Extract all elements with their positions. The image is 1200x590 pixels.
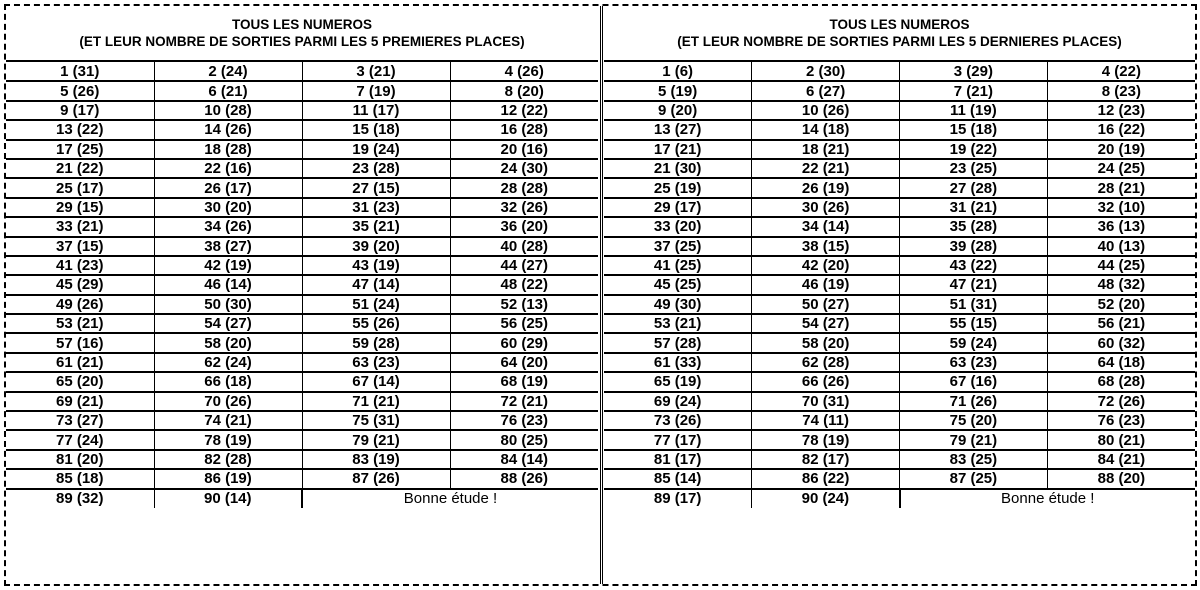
number-cell: 63 (23) <box>302 353 450 372</box>
number-cell: 31 (21) <box>900 198 1048 217</box>
closing-note: Bonne étude ! <box>900 489 1196 508</box>
number-cell: 3 (29) <box>900 62 1048 81</box>
number-cell: 37 (15) <box>6 237 154 256</box>
table-row <box>604 159 1195 178</box>
table-row <box>6 159 598 178</box>
number-cell: 32 (10) <box>1047 198 1195 217</box>
number-cell: 39 (20) <box>302 237 450 256</box>
number-cell: 42 (19) <box>154 256 302 275</box>
number-cell: 68 (19) <box>450 372 598 391</box>
number-cell: 17 (25) <box>6 140 154 159</box>
number-cell: 66 (18) <box>154 372 302 391</box>
number-cell: 31 (23) <box>302 198 450 217</box>
table-row <box>6 81 598 100</box>
number-cell: 54 (27) <box>154 314 302 333</box>
table-row <box>604 120 1195 139</box>
number-cell: 44 (25) <box>1047 256 1195 275</box>
number-cell: 4 (26) <box>450 62 598 81</box>
number-cell: 57 (28) <box>604 333 752 352</box>
table-row <box>6 295 598 314</box>
panel-divider <box>600 6 603 584</box>
number-cell: 20 (16) <box>450 140 598 159</box>
number-cell: 21 (22) <box>6 159 154 178</box>
number-cell: 87 (25) <box>900 469 1048 488</box>
number-cell: 76 (23) <box>450 411 598 430</box>
number-cell: 71 (21) <box>302 392 450 411</box>
number-cell: 24 (25) <box>1047 159 1195 178</box>
number-cell: 38 (27) <box>154 237 302 256</box>
number-cell: 88 (20) <box>1047 469 1195 488</box>
number-cell: 70 (26) <box>154 392 302 411</box>
number-cell: 78 (19) <box>752 430 900 449</box>
number-cell: 1 (6) <box>604 62 752 81</box>
right-panel <box>604 6 1195 584</box>
table-row <box>604 237 1195 256</box>
right-panel-header <box>604 6 1195 62</box>
number-cell: 56 (25) <box>450 314 598 333</box>
number-cell: 57 (16) <box>6 333 154 352</box>
number-cell: 32 (26) <box>450 198 598 217</box>
number-cell: 79 (21) <box>302 430 450 449</box>
number-cell: 50 (30) <box>154 295 302 314</box>
table-row <box>6 237 598 256</box>
number-cell: 26 (19) <box>752 178 900 197</box>
table-row <box>6 275 598 294</box>
number-cell: 7 (19) <box>302 81 450 100</box>
number-cell: 90 (14) <box>154 489 302 508</box>
number-cell: 69 (21) <box>6 392 154 411</box>
number-cell: 43 (22) <box>900 256 1048 275</box>
number-cell: 59 (28) <box>302 333 450 352</box>
number-cell: 89 (17) <box>604 489 752 508</box>
number-cell: 16 (22) <box>1047 120 1195 139</box>
number-cell: 25 (17) <box>6 178 154 197</box>
number-cell: 1 (31) <box>6 62 154 81</box>
number-cell: 38 (15) <box>752 237 900 256</box>
number-cell: 6 (27) <box>752 81 900 100</box>
number-cell: 64 (20) <box>450 353 598 372</box>
number-cell: 50 (27) <box>752 295 900 314</box>
number-cell: 23 (28) <box>302 159 450 178</box>
number-cell: 8 (20) <box>450 81 598 100</box>
number-cell: 14 (26) <box>154 120 302 139</box>
number-cell: 60 (29) <box>450 333 598 352</box>
number-cell: 42 (20) <box>752 256 900 275</box>
number-cell: 18 (21) <box>752 140 900 159</box>
number-cell: 53 (21) <box>6 314 154 333</box>
number-cell: 12 (22) <box>450 101 598 120</box>
number-cell: 70 (31) <box>752 392 900 411</box>
table-row <box>6 198 598 217</box>
number-cell: 76 (23) <box>1047 411 1195 430</box>
number-cell: 58 (20) <box>154 333 302 352</box>
number-cell: 90 (24) <box>752 489 900 508</box>
left-panel <box>6 6 598 584</box>
table-row <box>604 314 1195 333</box>
number-cell: 77 (17) <box>604 430 752 449</box>
number-cell: 46 (19) <box>752 275 900 294</box>
number-cell: 74 (21) <box>154 411 302 430</box>
number-cell: 21 (30) <box>604 159 752 178</box>
number-cell: 14 (18) <box>752 120 900 139</box>
number-cell: 62 (28) <box>752 353 900 372</box>
table-row <box>604 198 1195 217</box>
table-row <box>604 101 1195 120</box>
number-cell: 84 (21) <box>1047 450 1195 469</box>
table-row <box>604 333 1195 352</box>
number-cell: 80 (25) <box>450 430 598 449</box>
number-cell: 12 (23) <box>1047 101 1195 120</box>
number-cell: 34 (14) <box>752 217 900 236</box>
number-cell: 29 (17) <box>604 198 752 217</box>
table-row <box>6 353 598 372</box>
number-cell: 19 (24) <box>302 140 450 159</box>
number-cell: 4 (22) <box>1047 62 1195 81</box>
number-cell: 87 (26) <box>302 469 450 488</box>
number-cell: 53 (21) <box>604 314 752 333</box>
number-cell: 77 (24) <box>6 430 154 449</box>
number-cell: 27 (28) <box>900 178 1048 197</box>
number-cell: 89 (32) <box>6 489 154 508</box>
number-cell: 51 (31) <box>900 295 1048 314</box>
number-cell: 79 (21) <box>900 430 1048 449</box>
table-row <box>6 217 598 236</box>
table-row <box>6 120 598 139</box>
number-cell: 63 (23) <box>900 353 1048 372</box>
left-panel-subtitle: (ET LEUR NOMBRE DE SORTIES PARMI LES 5 PREMIERES PLACES) <box>79 34 525 49</box>
number-cell: 69 (24) <box>604 392 752 411</box>
number-cell: 3 (21) <box>302 62 450 81</box>
table-row <box>6 314 598 333</box>
number-cell: 33 (21) <box>6 217 154 236</box>
number-cell: 6 (21) <box>154 81 302 100</box>
number-cell: 84 (14) <box>450 450 598 469</box>
number-cell: 45 (25) <box>604 275 752 294</box>
table-row <box>604 81 1195 100</box>
number-cell: 13 (22) <box>6 120 154 139</box>
number-cell: 22 (16) <box>154 159 302 178</box>
table-row <box>604 392 1195 411</box>
number-cell: 67 (14) <box>302 372 450 391</box>
number-cell: 65 (19) <box>604 372 752 391</box>
number-cell: 49 (26) <box>6 295 154 314</box>
number-cell: 82 (17) <box>752 450 900 469</box>
number-cell: 15 (18) <box>900 120 1048 139</box>
table-row <box>604 140 1195 159</box>
number-cell: 25 (19) <box>604 178 752 197</box>
number-cell: 55 (15) <box>900 314 1048 333</box>
table-row <box>6 256 598 275</box>
number-cell: 56 (21) <box>1047 314 1195 333</box>
left-numbers-table <box>6 62 598 508</box>
number-cell: 67 (16) <box>900 372 1048 391</box>
number-cell: 62 (24) <box>154 353 302 372</box>
number-cell: 13 (27) <box>604 120 752 139</box>
number-cell: 15 (18) <box>302 120 450 139</box>
number-cell: 65 (20) <box>6 372 154 391</box>
table-row <box>604 353 1195 372</box>
number-cell: 83 (25) <box>900 450 1048 469</box>
number-cell: 30 (20) <box>154 198 302 217</box>
number-cell: 60 (32) <box>1047 333 1195 352</box>
number-cell: 68 (28) <box>1047 372 1195 391</box>
number-cell: 83 (19) <box>302 450 450 469</box>
number-cell: 48 (22) <box>450 275 598 294</box>
number-cell: 51 (24) <box>302 295 450 314</box>
table-row <box>604 217 1195 236</box>
number-cell: 47 (14) <box>302 275 450 294</box>
number-cell: 85 (14) <box>604 469 752 488</box>
table-row <box>6 392 598 411</box>
number-cell: 66 (26) <box>752 372 900 391</box>
table-row <box>6 140 598 159</box>
table-row <box>6 333 598 352</box>
number-cell: 8 (23) <box>1047 81 1195 100</box>
number-cell: 10 (28) <box>154 101 302 120</box>
number-cell: 43 (19) <box>302 256 450 275</box>
number-cell: 80 (21) <box>1047 430 1195 449</box>
number-cell: 78 (19) <box>154 430 302 449</box>
number-cell: 49 (30) <box>604 295 752 314</box>
table-row <box>6 450 598 469</box>
number-cell: 24 (30) <box>450 159 598 178</box>
number-cell: 46 (14) <box>154 275 302 294</box>
number-cell: 9 (20) <box>604 101 752 120</box>
number-cell: 73 (27) <box>6 411 154 430</box>
number-cell: 9 (17) <box>6 101 154 120</box>
right-numbers-table <box>604 62 1195 508</box>
number-cell: 54 (27) <box>752 314 900 333</box>
number-cell: 5 (26) <box>6 81 154 100</box>
number-cell: 35 (28) <box>900 217 1048 236</box>
number-cell: 75 (31) <box>302 411 450 430</box>
number-cell: 48 (32) <box>1047 275 1195 294</box>
number-cell: 28 (28) <box>450 178 598 197</box>
number-cell: 52 (13) <box>450 295 598 314</box>
number-cell: 7 (21) <box>900 81 1048 100</box>
number-cell: 27 (15) <box>302 178 450 197</box>
table-row <box>604 450 1195 469</box>
number-cell: 47 (21) <box>900 275 1048 294</box>
number-cell: 71 (26) <box>900 392 1048 411</box>
number-cell: 30 (26) <box>752 198 900 217</box>
number-cell: 82 (28) <box>154 450 302 469</box>
number-cell: 61 (21) <box>6 353 154 372</box>
number-cell: 28 (21) <box>1047 178 1195 197</box>
number-cell: 88 (26) <box>450 469 598 488</box>
number-cell: 18 (28) <box>154 140 302 159</box>
number-cell: 61 (33) <box>604 353 752 372</box>
table-row <box>604 430 1195 449</box>
number-cell: 19 (22) <box>900 140 1048 159</box>
number-cell: 34 (26) <box>154 217 302 236</box>
number-cell: 44 (27) <box>450 256 598 275</box>
left-panel-header <box>6 6 598 62</box>
table-row <box>6 62 598 81</box>
number-cell: 64 (18) <box>1047 353 1195 372</box>
number-cell: 22 (21) <box>752 159 900 178</box>
number-cell: 29 (15) <box>6 198 154 217</box>
number-cell: 81 (20) <box>6 450 154 469</box>
table-row <box>604 62 1195 81</box>
number-cell: 11 (17) <box>302 101 450 120</box>
number-cell: 59 (24) <box>900 333 1048 352</box>
table-row <box>604 469 1195 488</box>
table-row <box>604 275 1195 294</box>
table-row <box>604 295 1195 314</box>
table-row <box>604 411 1195 430</box>
number-cell: 45 (29) <box>6 275 154 294</box>
table-row <box>604 178 1195 197</box>
number-cell: 35 (21) <box>302 217 450 236</box>
number-cell: 58 (20) <box>752 333 900 352</box>
number-cell: 2 (30) <box>752 62 900 81</box>
number-cell: 81 (17) <box>604 450 752 469</box>
number-cell: 72 (26) <box>1047 392 1195 411</box>
number-cell: 36 (13) <box>1047 217 1195 236</box>
number-cell: 40 (13) <box>1047 237 1195 256</box>
table-row <box>6 411 598 430</box>
table-row <box>6 430 598 449</box>
number-cell: 73 (26) <box>604 411 752 430</box>
number-cell: 26 (17) <box>154 178 302 197</box>
number-cell: 75 (20) <box>900 411 1048 430</box>
table-row <box>6 178 598 197</box>
number-cell: 20 (19) <box>1047 140 1195 159</box>
document-frame <box>4 4 1197 586</box>
number-cell: 52 (20) <box>1047 295 1195 314</box>
number-cell: 85 (18) <box>6 469 154 488</box>
number-cell: 72 (21) <box>450 392 598 411</box>
table-row <box>604 372 1195 391</box>
number-cell: 5 (19) <box>604 81 752 100</box>
left-panel-title: TOUS LES NUMEROS <box>231 17 373 32</box>
number-cell: 2 (24) <box>154 62 302 81</box>
right-panel-subtitle: (ET LEUR NOMBRE DE SORTIES PARMI LES 5 DERNIERES PLACES) <box>677 34 1122 49</box>
number-cell: 55 (26) <box>302 314 450 333</box>
number-cell: 41 (25) <box>604 256 752 275</box>
number-cell: 17 (21) <box>604 140 752 159</box>
number-cell: 41 (23) <box>6 256 154 275</box>
number-cell: 16 (28) <box>450 120 598 139</box>
number-cell: 86 (19) <box>154 469 302 488</box>
table-row <box>6 372 598 391</box>
table-row <box>6 101 598 120</box>
number-cell: 37 (25) <box>604 237 752 256</box>
table-row <box>604 489 1195 508</box>
closing-note: Bonne étude ! <box>302 489 598 508</box>
number-cell: 11 (19) <box>900 101 1048 120</box>
table-row <box>604 256 1195 275</box>
table-row <box>6 489 598 508</box>
number-cell: 86 (22) <box>752 469 900 488</box>
number-cell: 74 (11) <box>752 411 900 430</box>
number-cell: 36 (20) <box>450 217 598 236</box>
number-cell: 40 (28) <box>450 237 598 256</box>
table-row <box>6 469 598 488</box>
number-cell: 10 (26) <box>752 101 900 120</box>
number-cell: 39 (28) <box>900 237 1048 256</box>
number-cell: 33 (20) <box>604 217 752 236</box>
right-panel-title: TOUS LES NUMEROS <box>829 17 970 32</box>
number-cell: 23 (25) <box>900 159 1048 178</box>
